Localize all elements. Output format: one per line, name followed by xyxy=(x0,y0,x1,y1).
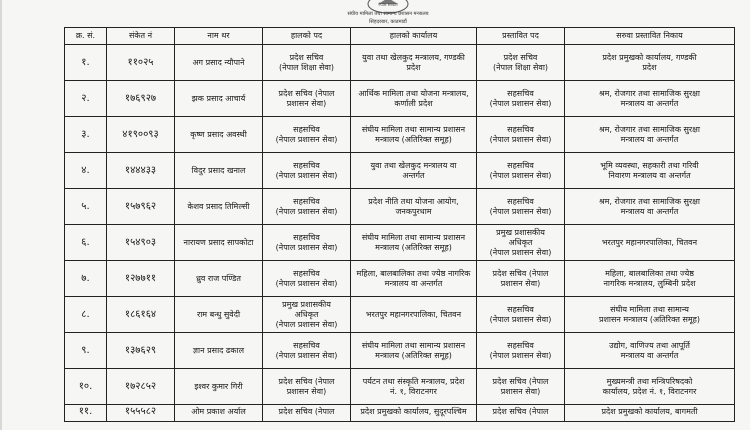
seal-line-2: संघीय मामिला तथा सामान्य प्रशासन मन्त्रालय xyxy=(347,11,429,17)
cell-proposed-post xyxy=(477,405,565,422)
cell-current-post xyxy=(263,153,351,189)
table-row xyxy=(65,369,735,405)
cell-current-post xyxy=(263,189,351,225)
cell-current-office-line: अन्तर्गत xyxy=(402,170,425,180)
cell-name: केशव प्रसाद तिमिल्सी xyxy=(175,189,263,225)
cell-name: कृष्ण प्रसाद अवस्थी xyxy=(175,117,263,153)
cell-proposed-body-line: महिला, बालबालिका तथा ज्येष्ठ xyxy=(605,268,694,278)
cell-proposed-post-line: सहसचिव xyxy=(507,160,534,170)
cell-proposed-body xyxy=(565,225,735,261)
cell-current-post-line: (नेपाल प्रशासन सेवा) xyxy=(275,206,338,216)
cell-proposed-body xyxy=(565,153,735,189)
cell-proposed-body-line: उद्योग, वाणिज्य तथा आपूर्ति xyxy=(609,340,690,350)
cell-current-office-line: प्रदेश xyxy=(406,62,421,72)
cell-code: १४४४३३ xyxy=(107,153,175,189)
cell-current-office-line: भरतपुर महानगरपालिका, चितवन xyxy=(365,309,462,319)
cell-current-post-line: अधिकृत xyxy=(294,309,319,319)
cell-proposed-body-line: भरतपुर महानगरपालिका, चितवन xyxy=(601,237,698,247)
cell-current-office-line: प्रदेश प्रमुखको कार्यालय, सुदूरपश्चिम xyxy=(360,407,467,416)
cell-proposed-post-line: (नेपाल प्रशासन सेवा) xyxy=(489,247,552,257)
cell-serial: ६. xyxy=(65,225,107,261)
cell-code: ११०२५ xyxy=(107,45,175,81)
cell-current-office xyxy=(351,369,477,405)
cell-current-post xyxy=(263,297,351,333)
cell-current-post xyxy=(263,261,351,297)
cell-current-office-line: कर्णाली प्रदेश xyxy=(394,98,433,108)
cell-proposed-body-line: प्रशासन मन्त्रालय (अतिरिक्त समूह) xyxy=(598,314,701,324)
header-proposed-post: प्रस्तावित पद xyxy=(477,28,565,45)
cell-proposed-post-line: (नेपाल शिक्षा सेवा) xyxy=(492,62,549,72)
cell-current-post-line: प्रदेश सचिव (नेपाल xyxy=(278,376,335,386)
cell-current-post-line: (नेपाल शिक्षा सेवा) xyxy=(278,62,335,72)
cell-current-post-line: सहसचिव xyxy=(293,124,320,134)
cell-name: इश्वर कुमार गिरी xyxy=(175,369,263,405)
cell-current-post xyxy=(263,333,351,369)
cell-proposed-body xyxy=(565,117,735,153)
cell-proposed-body-line: कार्यालय, प्रदेश नं. १, विराटनगर xyxy=(602,386,697,396)
cell-serial: ११. xyxy=(65,405,107,422)
cell-proposed-body-line: मुख्यमन्त्री तथा मन्त्रिपरिषदको xyxy=(606,376,693,386)
cell-proposed-post-line: प्रदेश सचिव (नेपाल xyxy=(492,268,549,278)
cell-current-post-line: (नेपाल प्रशासन सेवा) xyxy=(275,134,338,144)
cell-current-office-line: महिला, बालबालिका तथा ज्येष्ठ नागरिक xyxy=(356,268,471,278)
table-row xyxy=(65,405,735,422)
cell-current-post-line: सहसचिव xyxy=(293,232,320,242)
cell-current-post-line: (नेपाल प्रशासन सेवा) xyxy=(275,170,338,180)
cell-serial: ५. xyxy=(65,189,107,225)
cell-serial: ४. xyxy=(65,153,107,189)
cell-current-post xyxy=(263,117,351,153)
cell-current-post-line: सहसचिव xyxy=(293,268,320,278)
cell-proposed-body xyxy=(565,297,735,333)
cell-current-office-line: संघीय मामिला तथा सामान्य प्रशासन xyxy=(361,232,466,242)
cell-current-office-line: मन्त्रालय (अतिरिक्त समूह) xyxy=(375,242,452,252)
cell-proposed-post-line: अधिकृत xyxy=(508,237,533,247)
cell-name: विदुर प्रसाद खनाल xyxy=(175,153,263,189)
cell-code: ४१९००९३ xyxy=(107,117,175,153)
cell-serial: ७. xyxy=(65,261,107,297)
cell-current-post-line: (नेपाल प्रशासन सेवा) xyxy=(275,319,338,329)
cell-proposed-body-line: भूमि व्यवस्था, सहकारी तथा गरिवी xyxy=(600,160,699,170)
cell-proposed-body-line: श्रम, रोजगार तथा सामाजिक सुरक्षा xyxy=(598,196,700,206)
cell-proposed-post-line: सहसचिव xyxy=(507,340,534,350)
cell-name: ध्रुव राज पण्डित xyxy=(175,261,263,297)
cell-proposed-body-line: निवारण मन्त्रालय वा अन्तर्गत xyxy=(608,170,691,180)
cell-current-post-line: प्रदेश सचिव xyxy=(289,52,324,62)
cell-proposed-post xyxy=(477,189,565,225)
cell-code: १२७७११ xyxy=(107,261,175,297)
cell-current-post-line: (नेपाल प्रशासन सेवा) xyxy=(275,278,338,288)
transfer-table xyxy=(64,27,735,422)
cell-proposed-post-line: प्रदेश सचिव (नेपाल xyxy=(492,376,549,386)
cell-current-post xyxy=(263,81,351,117)
page-edge-shadow xyxy=(0,0,2,430)
cell-current-post xyxy=(263,45,351,81)
table-row xyxy=(65,81,735,117)
cell-current-office-line: मन्त्रालय (अतिरिक्त समूह) xyxy=(375,134,452,144)
cell-current-post-line: प्रमुख प्रशासकीय xyxy=(282,299,331,309)
cell-current-office xyxy=(351,333,477,369)
cell-proposed-body-line: श्रम, रोजगार तथा सामाजिक सुरक्षा xyxy=(598,88,700,98)
cell-proposed-body xyxy=(565,189,735,225)
cell-proposed-post xyxy=(477,369,565,405)
cell-name: ज्ञान प्रसाद ढकाल xyxy=(175,333,263,369)
cell-proposed-body xyxy=(565,405,735,422)
cell-proposed-post-line: सहसचिव xyxy=(507,124,534,134)
cell-current-post-line: सहसचिव xyxy=(293,340,320,350)
cell-code: १७६९२७ xyxy=(107,81,175,117)
cell-current-post xyxy=(263,369,351,405)
cell-current-post-line: (नेपाल प्रशासन सेवा) xyxy=(275,242,338,252)
cell-proposed-body-line: प्रदेश प्रमुखको कार्यालय, बागमती xyxy=(601,407,698,416)
cell-current-office xyxy=(351,81,477,117)
cell-proposed-post-line: प्रशासन सेवा) xyxy=(500,386,541,396)
cell-current-office xyxy=(351,405,477,422)
cell-current-post xyxy=(263,405,351,422)
cell-current-office-line: संघीय मामिला तथा सामान्य प्रशासन xyxy=(361,340,466,350)
cell-proposed-post xyxy=(477,333,565,369)
cell-proposed-post xyxy=(477,117,565,153)
header-code: संकेत नं xyxy=(107,28,175,45)
cell-serial: ३. xyxy=(65,117,107,153)
cell-current-office xyxy=(351,117,477,153)
cell-proposed-body-line: मन्त्रालय वा अन्तर्गत xyxy=(620,350,679,360)
cell-proposed-post-line: (नेपाल प्रशासन सेवा) xyxy=(489,206,552,216)
cell-proposed-post xyxy=(477,225,565,261)
cell-current-office-line: युवा तथा खेलकुद मन्त्रालय वा xyxy=(370,160,457,170)
cell-proposed-post-line: प्रशासन सेवा) xyxy=(500,278,541,288)
table-row xyxy=(65,261,735,297)
header-name: नाम थर xyxy=(175,28,263,45)
cell-name: राम बन्धु सुवेदी xyxy=(175,297,263,333)
cell-name: अग प्रसाद न्यौपाने xyxy=(175,45,263,81)
table-body xyxy=(65,45,735,422)
cell-proposed-body xyxy=(565,333,735,369)
cell-proposed-body xyxy=(565,261,735,297)
cell-proposed-body xyxy=(565,369,735,405)
cell-proposed-post-line: (नेपाल प्रशासन सेवा) xyxy=(489,350,552,360)
cell-proposed-post-line: सहसचिव xyxy=(507,88,534,98)
cell-current-post xyxy=(263,225,351,261)
cell-proposed-body-line: प्रदेश प्रमुखको कार्यालय, गण्डकी xyxy=(602,52,697,62)
seal-line-3: सिंहदरबार, काठमाडौं xyxy=(369,19,407,25)
cell-current-post-line: प्रशासन सेवा) xyxy=(286,386,327,396)
cell-current-office-line: मन्त्रालय वा अन्तर्गत xyxy=(384,278,443,288)
cell-name: नारायण प्रसाद सापकोटा xyxy=(175,225,263,261)
table-header-row xyxy=(65,28,735,45)
table-row xyxy=(65,297,735,333)
cell-proposed-body-line: मन्त्रालय वा अन्तर्गत xyxy=(620,206,679,216)
cell-current-office-line: आर्थिक मामिला तथा योजना मन्त्रालय, xyxy=(358,88,469,98)
cell-proposed-post-line: (नेपाल प्रशासन सेवा) xyxy=(489,170,552,180)
cell-code: १७२८५२ xyxy=(107,369,175,405)
cell-current-post-line: सहसचिव xyxy=(293,160,320,170)
cell-proposed-post-line: सहसचिव xyxy=(507,304,534,314)
cell-proposed-post-line: सहसचिव xyxy=(507,196,534,206)
cell-proposed-post-line: (नेपाल प्रशासन सेवा) xyxy=(489,134,552,144)
cell-code: १३७६२९ xyxy=(107,333,175,369)
cell-code: १८६१६४ xyxy=(107,297,175,333)
cell-serial: १. xyxy=(65,45,107,81)
cell-current-office xyxy=(351,261,477,297)
cell-proposed-body xyxy=(565,81,735,117)
header-current-office: हालको कार्यालय xyxy=(351,28,477,45)
cell-proposed-body-line: प्रदेश xyxy=(642,62,657,72)
cell-current-office-line: नं. १, विराटनगर xyxy=(390,386,437,396)
cell-proposed-post-line: प्रमुख प्रशासकीय xyxy=(496,227,545,237)
seal-line-1: नेपाल सरकार xyxy=(378,2,398,7)
cell-name: झक प्रसाद आचार्य xyxy=(175,81,263,117)
table-row xyxy=(65,45,735,81)
cell-proposed-body xyxy=(565,45,735,81)
cell-name: ओम प्रकाश अर्याल xyxy=(175,405,263,422)
table-row xyxy=(65,225,735,261)
table-row xyxy=(65,153,735,189)
cell-current-post-line: प्रशासन सेवा) xyxy=(286,98,327,108)
cell-current-office-line: पर्यटन तथा संस्कृति मन्त्रालय, प्रदेश xyxy=(362,376,465,386)
header-current-post: हालको पद xyxy=(263,28,351,45)
cell-proposed-post-line: प्रदेश सचिव (नेपाल xyxy=(492,407,549,416)
cell-proposed-post-line: (नेपाल प्रशासन सेवा) xyxy=(489,98,552,108)
cell-current-post-line: सहसचिव xyxy=(293,196,320,206)
cell-proposed-post xyxy=(477,261,565,297)
cell-serial: ८. xyxy=(65,297,107,333)
cell-current-office-line: युवा तथा खेलकुद मन्त्रालय, गण्डकी xyxy=(362,52,465,62)
cell-current-office-line: जनकपुरधाम xyxy=(395,206,432,216)
cell-current-office-line: मन्त्रालय (अतिरिक्त समूह) xyxy=(375,350,452,360)
cell-serial: ९. xyxy=(65,333,107,369)
cell-proposed-body-line: संघीय मामिला तथा सामान्य xyxy=(610,304,689,314)
cell-code: १५४९०३ xyxy=(107,225,175,261)
cell-current-office xyxy=(351,45,477,81)
cell-proposed-post xyxy=(477,153,565,189)
cell-current-office xyxy=(351,189,477,225)
cell-proposed-body-line: नागरिक मन्त्रालय, लुम्बिनी प्रदेश xyxy=(603,278,696,288)
cell-proposed-body-line: मन्त्रालय वा अन्तर्गत xyxy=(620,134,679,144)
cell-current-office xyxy=(351,153,477,189)
cell-code: १५५५८२ xyxy=(107,405,175,422)
cell-proposed-post xyxy=(477,45,565,81)
table-row xyxy=(65,189,735,225)
cell-current-office xyxy=(351,297,477,333)
cell-proposed-body-line: मन्त्रालय वा अन्तर्गत xyxy=(620,98,679,108)
cell-current-post-line: (नेपाल प्रशासन सेवा) xyxy=(275,350,338,360)
cell-proposed-post-line: प्रदेश सचिव xyxy=(503,52,538,62)
cell-proposed-post xyxy=(477,81,565,117)
header-serial: क्र. सं. xyxy=(65,28,107,45)
header-proposed-body: सरुवा प्रस्तावित निकाय xyxy=(565,28,735,45)
cell-current-office xyxy=(351,225,477,261)
cell-current-post-line: प्रदेश सचिव (नेपाल xyxy=(278,407,335,416)
cell-proposed-body-line: श्रम, रोजगार तथा सामाजिक सुरक्षा xyxy=(598,124,700,134)
cell-proposed-post-line: (नेपाल प्रशासन सेवा) xyxy=(489,314,552,324)
cell-code: १५७९६२ xyxy=(107,189,175,225)
cell-serial: २. xyxy=(65,81,107,117)
cell-current-office-line: प्रदेश नीति तथा योजना आयोग, xyxy=(368,196,459,206)
cell-current-post-line: प्रदेश सचिव (नेपाल xyxy=(278,88,335,98)
cell-proposed-post xyxy=(477,297,565,333)
government-seal-icon xyxy=(318,0,458,30)
table-row xyxy=(65,333,735,369)
cell-serial: १०. xyxy=(65,369,107,405)
cell-current-office-line: संघीय मामिला तथा सामान्य प्रशासन xyxy=(361,124,466,134)
table-row xyxy=(65,117,735,153)
